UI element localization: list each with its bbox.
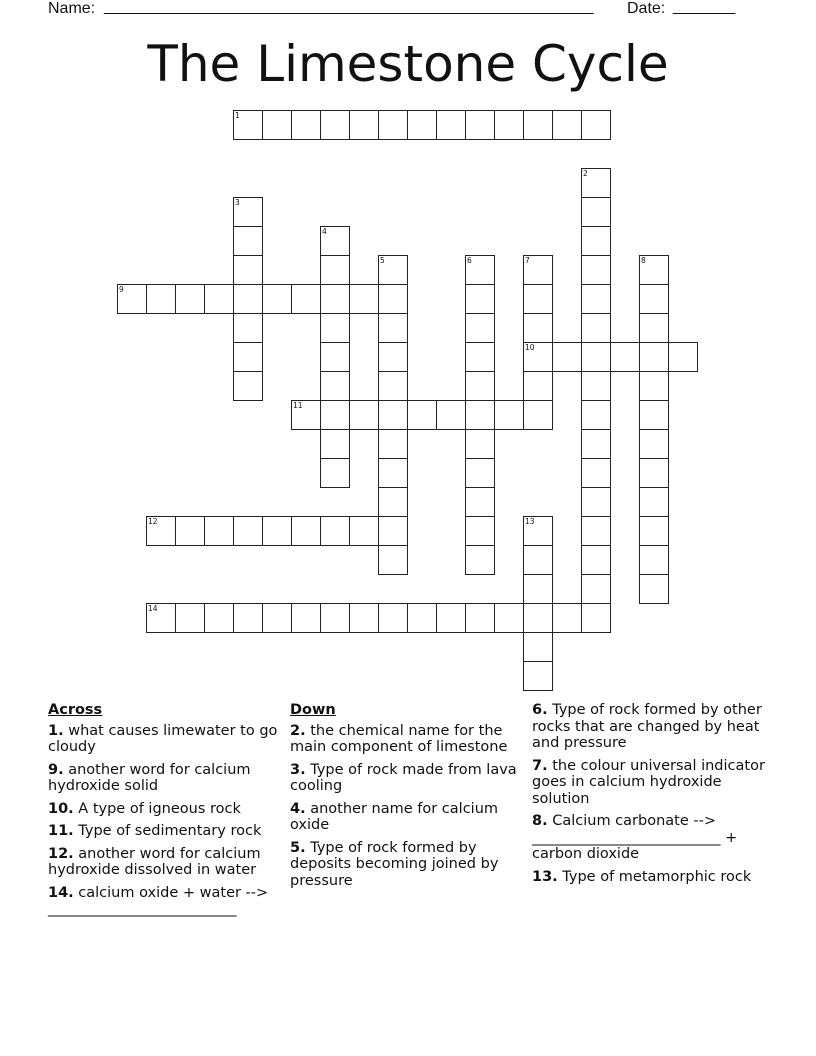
clue-number: 6. (532, 702, 548, 718)
grid-cell[interactable] (320, 458, 350, 488)
grid-cell[interactable] (639, 429, 669, 459)
cell-number: 14 (148, 604, 158, 613)
grid-cell[interactable] (581, 197, 611, 227)
clue-item (532, 702, 768, 752)
grid-cell[interactable] (494, 400, 524, 430)
grid-cell[interactable] (581, 313, 611, 343)
grid-cell[interactable] (581, 400, 611, 430)
name-label: Name: (48, 0, 96, 17)
clue-text: another word for calcium hydroxide dissolved in water (48, 845, 261, 878)
grid-cell[interactable] (233, 284, 263, 314)
grid-cell[interactable] (349, 603, 379, 633)
grid-cell[interactable] (581, 429, 611, 459)
down-clue-list-continued (532, 702, 768, 885)
grid-cell[interactable] (233, 226, 263, 256)
clue-text: Type of rock formed by deposits becoming joined by pressure (290, 839, 499, 889)
grid-cell[interactable] (320, 110, 350, 140)
grid-cell[interactable] (233, 371, 263, 401)
clue-item (48, 823, 284, 840)
grid-cell[interactable] (378, 458, 408, 488)
grid-cell[interactable] (465, 516, 495, 546)
grid-cell[interactable] (581, 516, 611, 546)
grid-cell[interactable] (639, 487, 669, 517)
grid-cell[interactable] (204, 603, 234, 633)
clue-number: 12. (48, 845, 74, 862)
grid-cell[interactable] (320, 284, 350, 314)
clue-text: Type of rock formed by other rocks that are changed by heat and pressure (532, 702, 762, 751)
grid-cell[interactable] (204, 284, 234, 314)
date-label: Date: (627, 0, 666, 17)
cell-number: 12 (148, 517, 158, 526)
clue-number: 8. (532, 813, 548, 829)
grid-cell[interactable] (581, 603, 611, 633)
grid-cell[interactable] (639, 371, 669, 401)
grid-cell[interactable] (639, 574, 669, 604)
grid-cell[interactable] (291, 284, 321, 314)
grid-cell[interactable] (320, 400, 350, 430)
clues-column-2 (290, 702, 524, 895)
clue-number: 11. (48, 823, 74, 839)
grid-cell[interactable] (320, 371, 350, 401)
cell-number: 8 (641, 256, 646, 265)
grid-cell[interactable] (262, 603, 292, 633)
grid-cell[interactable] (291, 603, 321, 633)
grid-cell[interactable] (407, 603, 437, 633)
grid-cell[interactable] (262, 110, 292, 140)
clue-text: another word for calcium hydroxide solid (48, 761, 251, 794)
clue-item (532, 869, 768, 886)
grid-cell[interactable] (175, 516, 205, 546)
grid-cell[interactable] (581, 371, 611, 401)
grid-cell[interactable] (639, 458, 669, 488)
grid-cell[interactable] (320, 516, 350, 546)
clue-text: calcium oxide + water --> __________________________ (48, 884, 269, 917)
clue-item (290, 840, 524, 890)
grid-cell[interactable] (349, 516, 379, 546)
grid-cell[interactable] (378, 371, 408, 401)
date-field[interactable]: _______ (673, 0, 736, 15)
down-clue-list (290, 723, 524, 890)
grid-cell[interactable] (523, 632, 553, 662)
grid-cell[interactable] (175, 284, 205, 314)
clue-number: 7. (532, 757, 548, 774)
clue-item (48, 762, 284, 795)
grid-cell[interactable] (291, 516, 321, 546)
clue-text: Type of metamorphic rock (557, 868, 752, 885)
clue-item (48, 801, 284, 818)
clue-number: 3. (290, 761, 306, 778)
clue-number: 10. (48, 800, 74, 817)
grid-cell[interactable] (465, 284, 495, 314)
clue-item (290, 801, 524, 834)
grid-cell[interactable] (233, 603, 263, 633)
cell-number: 13 (525, 517, 535, 526)
grid-cell[interactable] (523, 545, 553, 575)
across-clue-list (48, 723, 284, 918)
clue-item (532, 813, 768, 863)
grid-cell[interactable] (378, 516, 408, 546)
grid-cell[interactable] (465, 603, 495, 633)
grid-cell[interactable] (436, 400, 466, 430)
across-heading: Across (48, 702, 103, 718)
grid-cell[interactable] (523, 574, 553, 604)
grid-cell[interactable] (378, 487, 408, 517)
grid-cell[interactable] (639, 342, 669, 372)
grid-cell[interactable] (204, 516, 234, 546)
grid-cell[interactable] (581, 545, 611, 575)
clue-text: the chemical name for the main component of limestone (290, 722, 508, 755)
clue-text: Calcium carbonate --> __________________________ + carbon dioxide (532, 813, 738, 862)
clues-column-3 (532, 702, 768, 891)
grid-cell[interactable] (639, 400, 669, 430)
cell-number: 1 (235, 111, 240, 120)
grid-cell[interactable] (552, 110, 582, 140)
grid-cell[interactable] (523, 661, 553, 691)
clue-number: 5. (290, 839, 306, 856)
grid-cell[interactable] (523, 284, 553, 314)
grid-cell[interactable] (581, 487, 611, 517)
grid-cell[interactable] (378, 110, 408, 140)
grid-cell[interactable] (233, 516, 263, 546)
clue-number: 9. (48, 761, 64, 778)
grid-cell[interactable] (523, 313, 553, 343)
clue-number: 1. (48, 722, 64, 739)
grid-cell[interactable] (407, 110, 437, 140)
down-heading: Down (290, 702, 336, 718)
grid-cell[interactable] (465, 545, 495, 575)
grid-cell[interactable] (146, 284, 176, 314)
grid-cell[interactable] (581, 110, 611, 140)
clue-text: the colour universal indicator goes in calcium hydroxide solution (532, 757, 765, 807)
grid-cell[interactable] (233, 342, 263, 372)
cell-number: 10 (525, 343, 535, 352)
grid-cell[interactable] (639, 516, 669, 546)
grid-cell[interactable] (378, 342, 408, 372)
grid-cell[interactable] (581, 458, 611, 488)
grid-cell[interactable] (262, 516, 292, 546)
page-title: The Limestone Cycle (147, 35, 669, 93)
cell-number: 2 (583, 169, 588, 178)
grid-cell[interactable] (552, 603, 582, 633)
clue-item (48, 885, 284, 918)
grid-cell[interactable] (349, 400, 379, 430)
grid-cell[interactable] (581, 255, 611, 285)
grid-cell[interactable] (175, 603, 205, 633)
cell-number: 7 (525, 256, 530, 265)
clue-number: 13. (532, 868, 558, 885)
grid-cell[interactable] (465, 313, 495, 343)
grid-cell[interactable] (523, 371, 553, 401)
grid-cell[interactable] (233, 313, 263, 343)
grid-cell[interactable] (378, 429, 408, 459)
grid-cell[interactable] (320, 603, 350, 633)
clue-item (290, 762, 524, 795)
grid-cell[interactable] (262, 284, 292, 314)
clue-item (48, 846, 284, 879)
cell-number: 3 (235, 198, 240, 207)
grid-cell[interactable] (320, 313, 350, 343)
clue-text: Type of rock made from lava cooling (290, 761, 517, 794)
grid-cell[interactable] (581, 284, 611, 314)
grid-cell[interactable] (494, 603, 524, 633)
grid-cell[interactable] (291, 110, 321, 140)
grid-cell[interactable] (668, 342, 698, 372)
grid-cell[interactable] (465, 429, 495, 459)
clue-text: A type of igneous rock (73, 800, 241, 817)
clue-number: 4. (290, 800, 306, 817)
grid-cell[interactable] (378, 313, 408, 343)
grid-cell[interactable] (407, 400, 437, 430)
grid-cell[interactable] (436, 603, 466, 633)
grid-cell[interactable] (233, 255, 263, 285)
grid-cell[interactable] (639, 545, 669, 575)
grid-cell[interactable] (523, 603, 553, 633)
name-field[interactable]: _______________________________________________________ (104, 0, 594, 15)
grid-cell[interactable] (378, 284, 408, 314)
cell-number: 9 (119, 285, 124, 294)
grid-cell[interactable] (349, 284, 379, 314)
grid-cell[interactable] (465, 458, 495, 488)
grid-cell[interactable] (581, 574, 611, 604)
grid-cell[interactable] (378, 603, 408, 633)
grid-cell[interactable] (378, 400, 408, 430)
grid-cell[interactable] (523, 110, 553, 140)
grid-cell[interactable] (523, 400, 553, 430)
clues-column-1 (48, 702, 284, 924)
grid-cell[interactable] (581, 342, 611, 372)
grid-cell[interactable] (320, 429, 350, 459)
grid-cell[interactable] (378, 545, 408, 575)
grid-cell[interactable] (639, 313, 669, 343)
grid-cell[interactable] (639, 284, 669, 314)
clue-item (290, 723, 524, 756)
cell-number: 4 (322, 227, 327, 236)
grid-cell[interactable] (552, 342, 582, 372)
clue-text: another name for calcium oxide (290, 800, 499, 833)
clue-text: what causes limewater to go cloudy (48, 722, 278, 755)
clue-text: Type of sedimentary rock (73, 823, 262, 839)
clue-number: 14. (48, 884, 74, 901)
grid-cell[interactable] (610, 342, 640, 372)
grid-cell[interactable] (349, 110, 379, 140)
cell-number: 5 (380, 256, 385, 265)
clue-item (48, 723, 284, 756)
grid-cell[interactable] (436, 110, 466, 140)
grid-cell[interactable] (465, 342, 495, 372)
cell-number: 6 (467, 256, 472, 265)
grid-cell[interactable] (465, 110, 495, 140)
grid-cell[interactable] (465, 371, 495, 401)
grid-cell[interactable] (320, 255, 350, 285)
cell-number: 11 (293, 401, 303, 410)
grid-cell[interactable] (465, 487, 495, 517)
grid-cell[interactable] (320, 342, 350, 372)
clue-number: 2. (290, 722, 306, 739)
grid-cell[interactable] (465, 400, 495, 430)
grid-cell[interactable] (581, 226, 611, 256)
grid-cell[interactable] (494, 110, 524, 140)
clue-item (532, 758, 768, 808)
